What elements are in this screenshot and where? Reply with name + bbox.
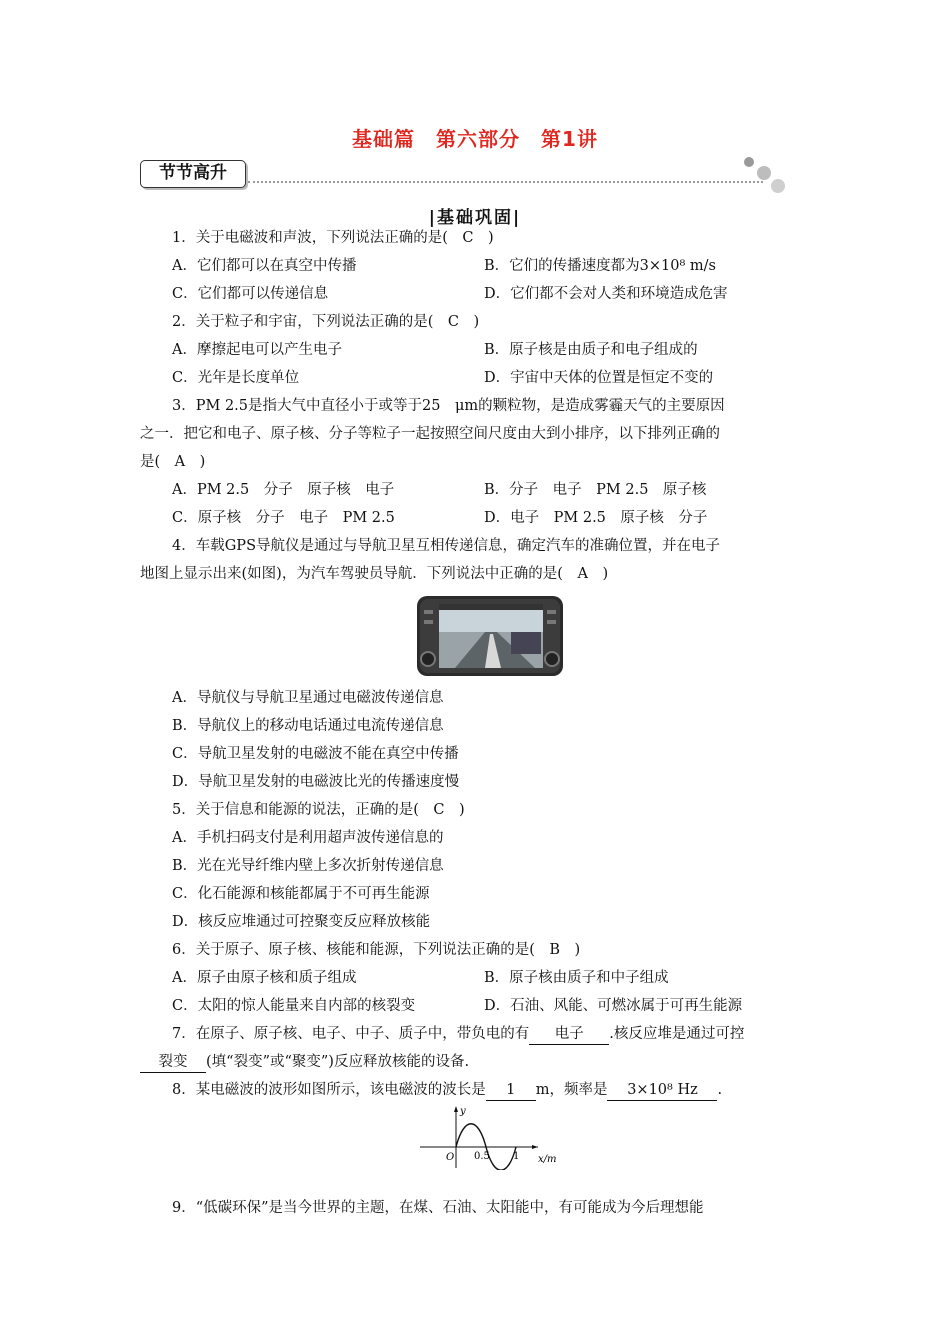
- option-6b: B．原子核由质子和中子组成: [484, 970, 669, 986]
- option-4d: D．导航卫星发射的电磁波比光的传播速度慢: [172, 774, 460, 790]
- question-8-tail: .: [717, 1082, 723, 1098]
- option-1d: D．它们都不会对人类和环境造成危害: [484, 286, 728, 302]
- answer-8-2-unit: Hz: [677, 1082, 698, 1098]
- y-axis-label: y: [460, 1106, 466, 1117]
- question-8-unit-1: m，频率是: [535, 1082, 608, 1098]
- answer-blank-8-2: [607, 1080, 717, 1101]
- option-2b: B．原子核是由质子和电子组成的: [484, 342, 698, 358]
- answer-8-2-value: 3×10⁸: [627, 1082, 673, 1098]
- question-2: 2．关于粒子和宇宙，下列说法正确的是( C ): [172, 314, 480, 330]
- option-1b: B．它们的传播速度都为3×10⁸ m/s: [484, 258, 716, 274]
- page-title: 基础篇 第六部分 第1讲: [352, 127, 598, 151]
- option-3d: D．电子 PM 2.5 原子核 分子: [484, 510, 708, 526]
- question-9: 9．“低碳环保”是当今世界的主题，在煤、石油、太阳能中，有可能成为今后理想能: [172, 1200, 704, 1216]
- origin-label: O: [446, 1152, 455, 1163]
- question-6: 6．关于原子、原子核、核能和能源，下列说法正确的是( B ): [172, 942, 581, 958]
- answer-blank-7-1: 电子: [529, 1024, 609, 1045]
- option-2d: D．宇宙中天体的位置是恒定不变的: [484, 370, 714, 386]
- question-7-line-2: [140, 1052, 469, 1073]
- dotted-divider: [248, 181, 763, 183]
- option-3a: A．PM 2.5 分子 原子核 电子: [172, 482, 395, 498]
- section-badge: 节节高升: [140, 160, 246, 188]
- question-7-stem: 7．在原子、原子核、电子、中子、质子中，带负电的有: [172, 1026, 530, 1042]
- tick-label-half: 0.5: [474, 1151, 490, 1162]
- question-5: 5．关于信息和能源的说法，正确的是( C ): [172, 802, 465, 818]
- decor-dot-1: [744, 157, 754, 167]
- option-6c: C．太阳的惊人能量来自内部的核裂变: [172, 998, 416, 1014]
- decor-dot-3: [771, 179, 785, 193]
- option-1a: A．它们都可以在真空中传播: [172, 258, 357, 274]
- option-5d: D．核反应堆通过可控聚变反应释放核能: [172, 914, 431, 930]
- option-5c: C．化石能源和核能都属于不可再生能源: [172, 886, 430, 902]
- question-7-line-1: [172, 1024, 744, 1045]
- waveform-graph: [418, 1104, 568, 1170]
- option-4a: A．导航仪与导航卫星通过电磁波传递信息: [172, 690, 444, 706]
- option-2a: A．摩擦起电可以产生电子: [172, 342, 342, 358]
- option-6a: A．原子由原子核和质子组成: [172, 970, 357, 986]
- option-5a: A．手机扫码支付是利用超声波传递信息的: [172, 830, 444, 846]
- question-8-stem: 8．某电磁波的波形如图所示，该电磁波的波长是: [172, 1082, 486, 1098]
- decor-dot-2: [757, 166, 771, 180]
- question-4-line-2: 地图上显示出来(如图)，为汽车驾驶员导航．下列说法中正确的是( A ): [140, 566, 609, 582]
- option-6d: D．石油、风能、可燃冰属于可再生能源: [484, 998, 743, 1014]
- question-4-line-1: 4．车载GPS导航仪是通过与导航卫星互相传递信息，确定汽车的准确位置，并在电子: [172, 538, 720, 554]
- option-3c: C．原子核 分子 电子 PM 2.5: [172, 510, 395, 526]
- section-heading: |基础巩固|: [428, 208, 522, 228]
- option-4b: B．导航仪上的移动电话通过电流传递信息: [172, 718, 444, 734]
- gps-navigator-image: [415, 592, 565, 680]
- option-2c: C．光年是长度单位: [172, 370, 300, 386]
- answer-blank-7-2: 裂变: [140, 1052, 206, 1073]
- tick-label-one: 1: [513, 1151, 520, 1162]
- question-3-line-3: 是( A ): [140, 454, 206, 470]
- option-4c: C．导航卫星发射的电磁波不能在真空中传播: [172, 746, 459, 762]
- question-3-line-2: 之一．把它和电子、原子核、分子等粒子一起按照空间尺度由大到小排序，以下排列正确的: [140, 426, 720, 442]
- question-1: 1．关于电磁波和声波，下列说法正确的是( C ): [172, 230, 494, 246]
- question-3-line-1: 3．PM 2.5是指大气中直径小于或等于25 μm的颗粒物，是造成雾霾天气的主要原因: [172, 398, 725, 414]
- question-8: [172, 1080, 722, 1101]
- answer-blank-8-1: 1: [486, 1080, 536, 1101]
- option-1c: C．它们都可以传递信息: [172, 286, 329, 302]
- question-7-tail: (填“裂变”或“聚变”)反应释放核能的设备.: [206, 1054, 470, 1070]
- option-5b: B．光在光导纤维内壁上多次折射传递信息: [172, 858, 444, 874]
- question-7-mid: .核反应堆是通过可控: [609, 1026, 745, 1042]
- option-3b: B．分子 电子 PM 2.5 原子核: [484, 482, 707, 498]
- x-axis-label: x/m: [538, 1154, 557, 1165]
